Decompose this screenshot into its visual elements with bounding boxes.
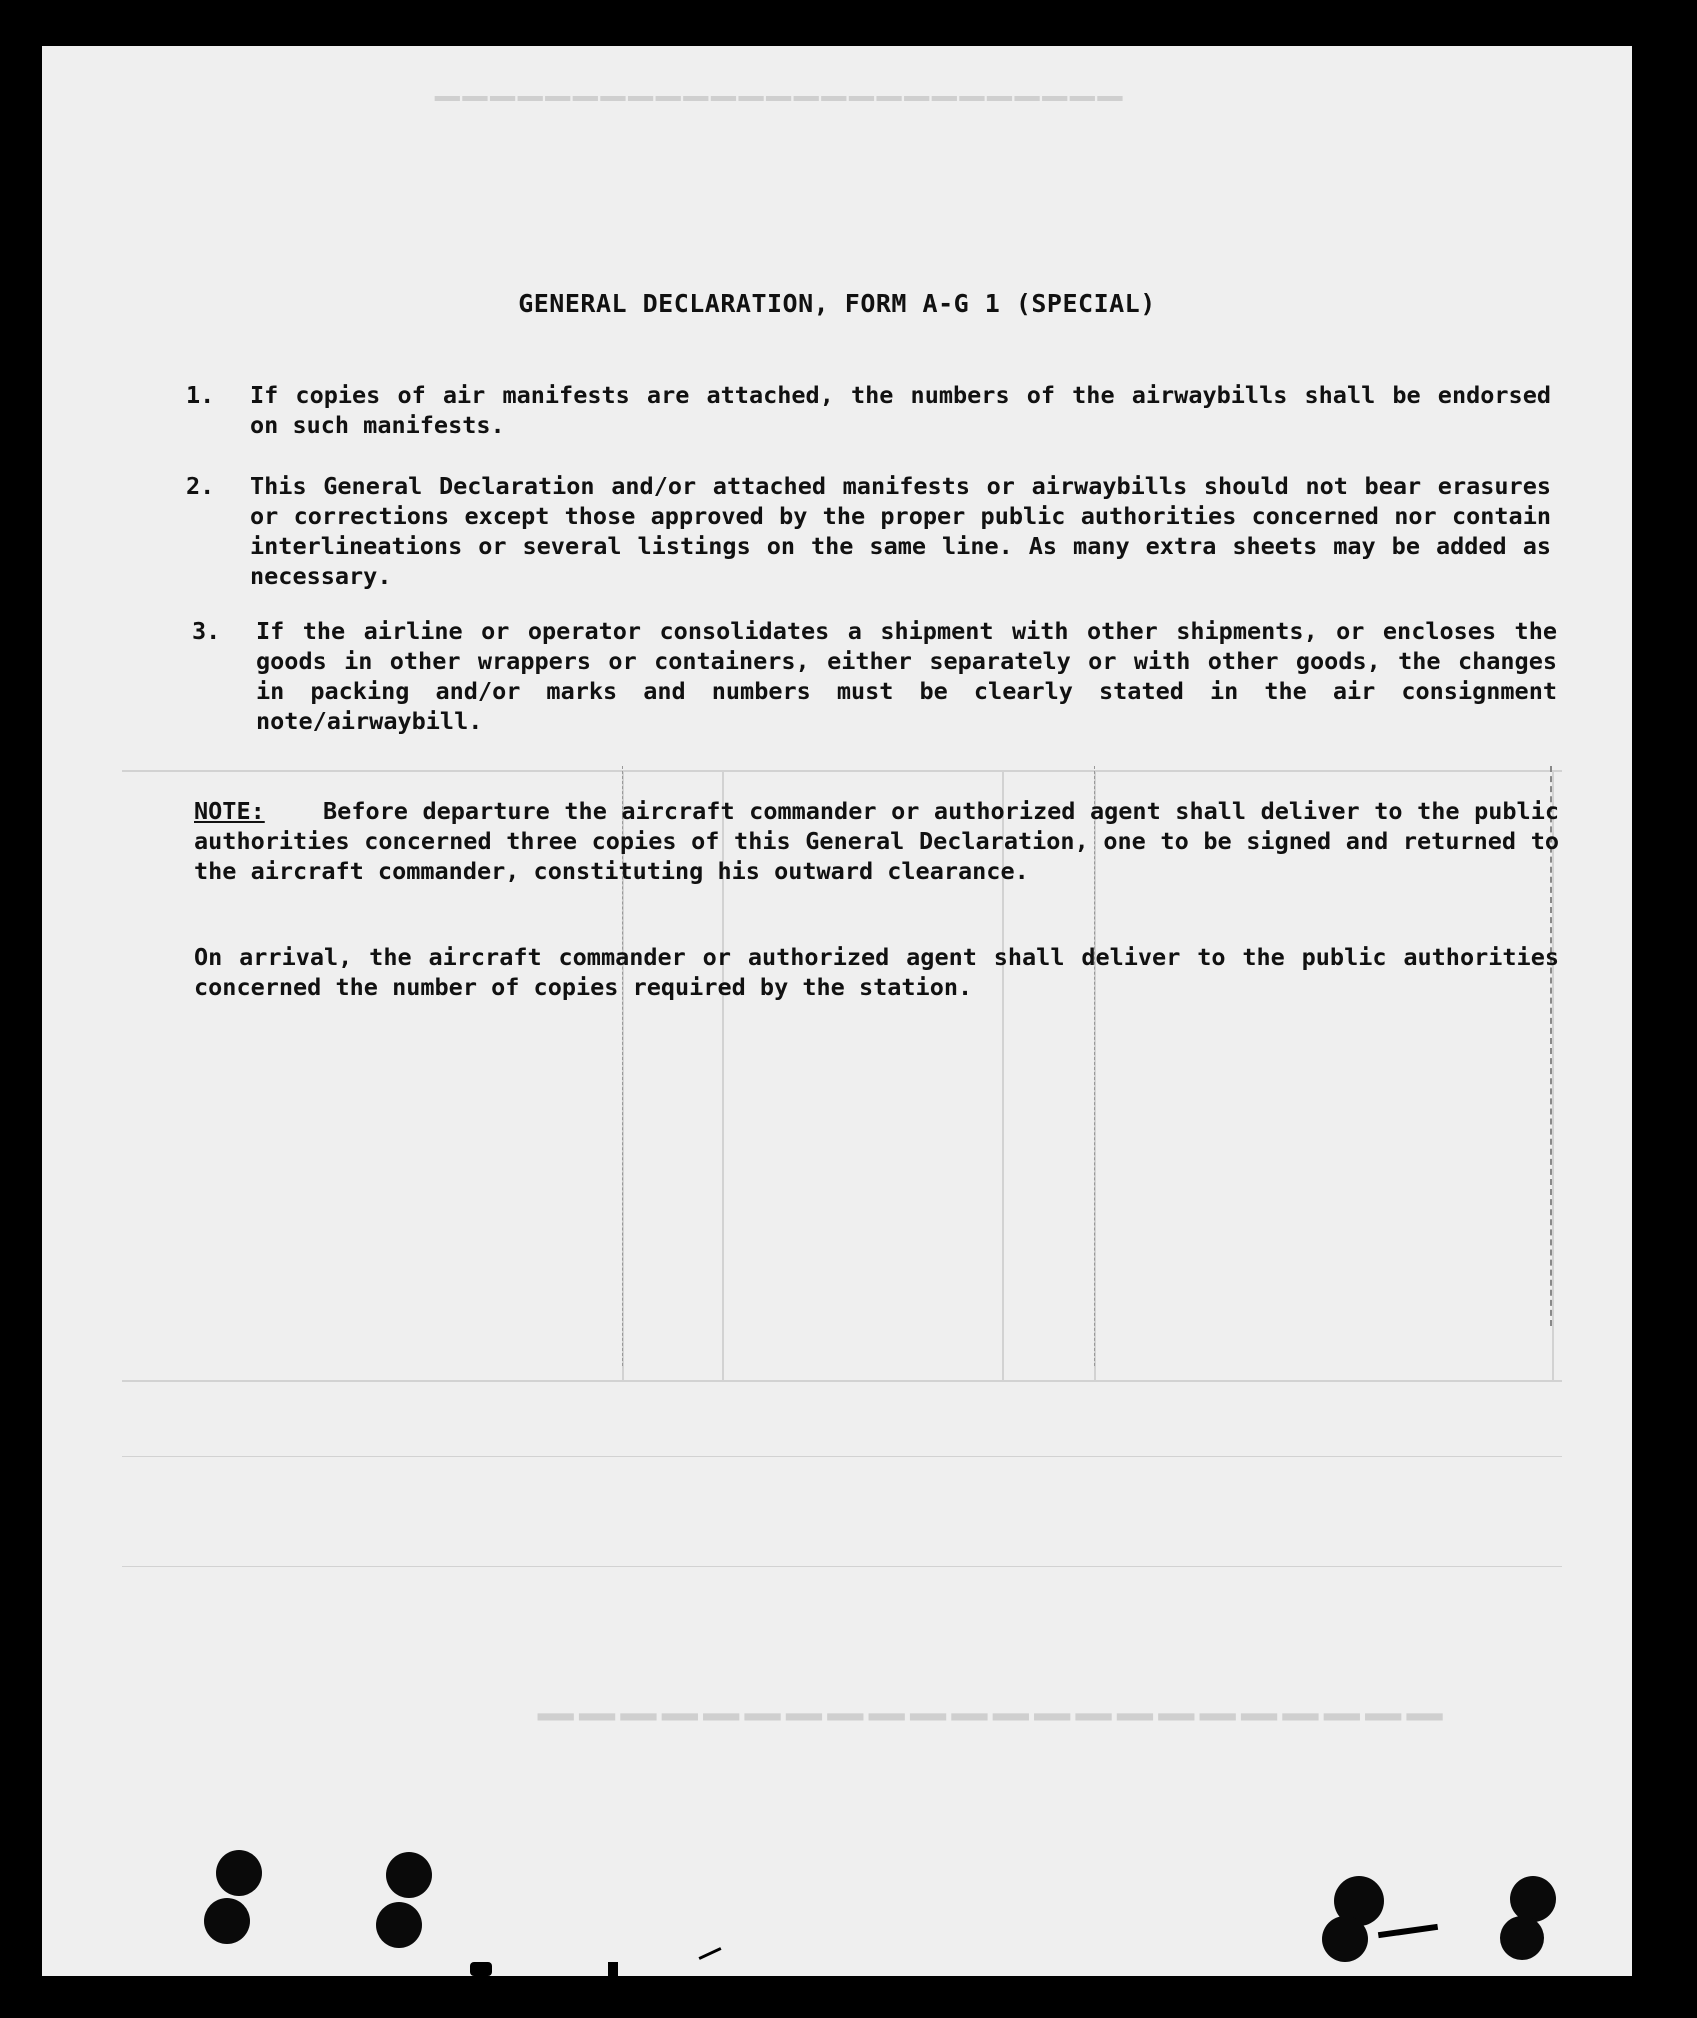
bleed-through-rule bbox=[122, 770, 1562, 772]
scan-artifact bbox=[608, 1962, 618, 1976]
bleed-through-mark: ▁▁▁▁▁▁▁▁▁▁▁▁▁▁▁▁▁▁▁▁▁▁ bbox=[532, 1668, 1443, 1719]
bleed-through-mark: ▔▔▔▔▔▔▔▔▔▔▔▔▔▔▔▔▔▔▔▔▔▔▔▔▔ bbox=[432, 97, 1123, 133]
instruction-item-3 bbox=[192, 616, 1557, 736]
item-number: 3. bbox=[192, 617, 221, 645]
document-title: GENERAL DECLARATION, FORM A-G 1 (SPECIAL) bbox=[518, 289, 1156, 318]
punch-hole bbox=[1510, 1876, 1556, 1922]
punch-hole bbox=[204, 1898, 250, 1944]
bleed-through-rule bbox=[122, 1380, 1562, 1382]
punch-hole bbox=[386, 1852, 432, 1898]
instruction-item-2 bbox=[186, 471, 1551, 591]
item-number: 1. bbox=[186, 381, 215, 409]
punch-hole bbox=[376, 1902, 422, 1948]
note-text: Before departure the aircraft commander or authorized agent shall deliver to the public authorities concerned three copies of this General Declaration, one to be signed and returned to the aircraft commander, constituting his outward clearance. bbox=[194, 797, 1559, 885]
punch-hole bbox=[1322, 1916, 1368, 1962]
punch-hole bbox=[216, 1850, 262, 1896]
bleed-through-background bbox=[42, 46, 1632, 1976]
item-text: If copies of air manifests are attached, the numbers of the airwaybills shall be endorsed on such manifests. bbox=[250, 381, 1551, 439]
item-text: This General Declaration and/or attached manifests or airwaybills should not bear erasures or corrections except those approved by the proper public authorities concerned nor contain interlineations or several listings on the same line. As many extra sheets may be added as necessary. bbox=[250, 472, 1551, 590]
document-page bbox=[42, 46, 1632, 1976]
note-label: NOTE: bbox=[194, 797, 265, 825]
bleed-through-rule bbox=[122, 1456, 1562, 1457]
instruction-item-1 bbox=[186, 380, 1551, 440]
arrival-paragraph bbox=[194, 942, 1559, 1002]
scan-artifact bbox=[470, 1962, 492, 1976]
arrival-text: On arrival, the aircraft commander or authorized agent shall deliver to the public authorities concerned the number of copies required by the station. bbox=[194, 943, 1559, 1001]
punch-hole bbox=[1500, 1916, 1544, 1960]
item-number: 2. bbox=[186, 472, 215, 500]
bleed-through-rule bbox=[122, 1566, 1562, 1567]
item-text: If the airline or operator consolidates a shipment with other shipments, or encloses the goods in other wrappers or containers, either separately or with other goods, the changes in packing and/or marks and numbers must be clearly stated in the air consignment note/airwaybill. bbox=[256, 617, 1557, 735]
note-paragraph bbox=[194, 796, 1559, 886]
